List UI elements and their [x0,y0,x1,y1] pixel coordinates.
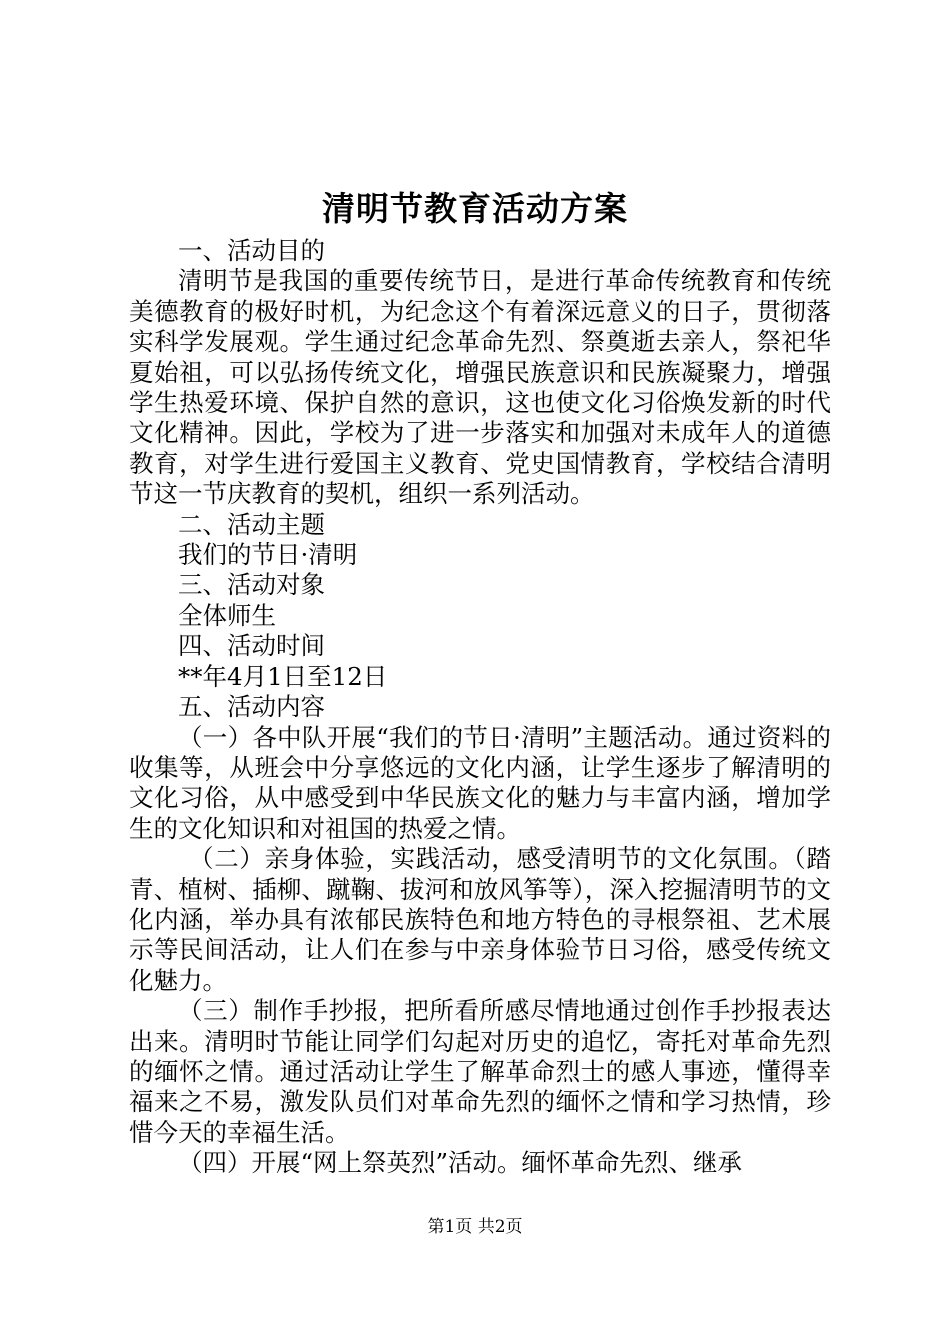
section-heading-content: 五、活动内容 [178,692,325,722]
paragraph-content-4: （四）开展“网上祭英烈”活动。缅怀革命先烈、继承 [178,1148,743,1178]
paragraph-content-3: （三）制作手抄报，把所看所感尽情地通过创作手抄报表达出来。清明时节能让同学们勾起对历史的追忆，寄托对革命先烈的缅怀之情。通过活动让学生了解革命烈士的感人事迹，懂得幸福来之不易，激发队员们对革命先烈的缅怀之情和学习热情，珍惜今天的幸福生活。 [129,996,831,1147]
section-heading-audience: 三、活动对象 [178,570,325,600]
section-heading-time: 四、活动时间 [178,631,325,661]
paragraph-theme: 我们的节日·清明 [178,540,358,570]
section-heading-purpose: 一、活动目的 [178,236,325,265]
paragraph-time: **年4月1日至12日 [178,661,388,691]
paragraph-purpose: 清明节是我国的重要传统节日，是进行革命传统教育和传统美德教育的极好时机，为纪念这个有着深远意义的日子，贯彻落实科学发展观。学生通过纪念革命先烈、祭奠逝去亲人，祭祀华夏始祖，可以弘扬传统文化，增强民族意识和民族凝聚力，增强学生热爱环境、保护自然的意识，这也使文化习俗焕发新的时代文化精神。因此，学校为了进一步落实和加强对未成年人的道德教育，对学生进行爱国主义教育、党史国情教育，学校结合清明节这一节庆教育的契机，组织一系列活动。 [129,266,831,509]
section-heading-theme: 二、活动主题 [178,509,325,539]
document-title: 清明节教育活动方案 [322,189,628,228]
paragraph-content-1: （一）各中队开展“我们的节日·清明”主题活动。通过资料的收集等，从班会中分享悠远的文化内涵，让学生逐步了解清明的文化习俗，从中感受到中华民族文化的魅力与丰富内涵，增加学生的文化知识和对祖国的热爱之情。 [129,722,831,843]
page-footer: 第1页 共2页 [427,1217,523,1237]
paragraph-audience: 全体师生 [178,600,276,630]
document-body [129,236,831,1179]
paragraph-content-2: （二）亲身体验，实践活动，感受清明节的文化氛围。（踏青、植树、插柳、蹴鞠、拔河和放风筝等），深入挖掘清明节的文化内涵，举办具有浓郁民族特色和地方特色的寻根祭祖、艺术展示等民间活动，让人们在参与中亲身体验节日习俗，感受传统文化魅力。 [129,844,831,995]
